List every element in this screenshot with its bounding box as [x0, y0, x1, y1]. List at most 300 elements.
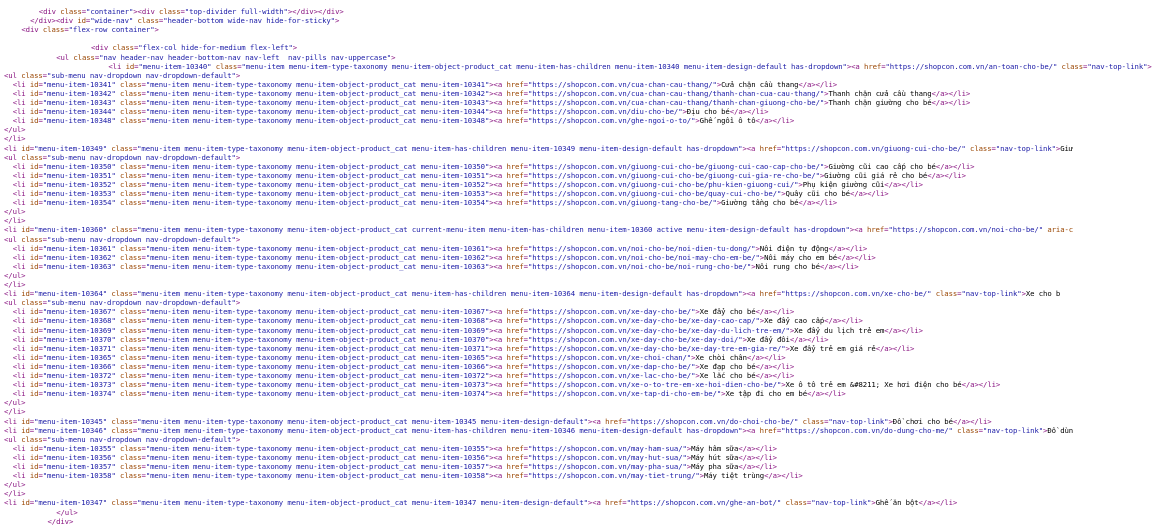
source-token: "menu-item menu-item-type-taxonomy menu-item-object-product_cat menu-item-has-children menu-item-10349 menu-item-design-default has-dropdown" [137, 143, 743, 153]
source-line [13, 444, 777, 453]
source-token: <li [12, 316, 30, 326]
source-token: </a></li> [798, 198, 838, 208]
source-token: href [506, 371, 524, 380]
source-token: <li [12, 198, 30, 208]
source-token: = [806, 498, 812, 508]
source-token: <li [12, 352, 30, 362]
source-token: ><a [587, 498, 606, 508]
source-token: href [506, 316, 524, 326]
source-token: = [38, 352, 43, 362]
source-token: = [141, 325, 146, 335]
source-line [4, 426, 1073, 435]
source-token: id [29, 88, 39, 98]
source-token: id [29, 389, 39, 399]
source-line [13, 244, 867, 253]
source-token: "https://shopcon.com.vn/noi-cho-be/noi-rung-cho-be/" [527, 261, 752, 271]
source-token: = [523, 462, 528, 471]
source-token: "menu-item menu-item-type-taxonomy menu-item-object-product_cat menu-item-10351" [145, 170, 490, 180]
source-token: = [523, 334, 528, 344]
source-token: = [523, 380, 528, 390]
source-line [4, 435, 240, 444]
source-token: = [38, 343, 43, 353]
source-token: = [141, 334, 146, 344]
source-token: class [120, 170, 142, 180]
source-token: class [120, 79, 142, 89]
source-token: id [29, 316, 39, 326]
source-token: = [38, 361, 43, 371]
source-token: "nav-top-link" [995, 143, 1056, 153]
source-token: </a></li> [927, 170, 966, 180]
source-token: "https://shopcon.com.vn/noi-cho-be/noi-may-cho-em-be/" [527, 252, 760, 262]
source-token: "menu-item menu-item-type-taxonomy menu-item-object-product_cat menu-item-10342" [145, 88, 490, 98]
source-token: Quây cũi cho bé [785, 189, 850, 198]
source-token: class [120, 452, 142, 462]
source-token: > [716, 79, 722, 89]
source-token: <li [12, 161, 30, 171]
source-token: id [29, 252, 39, 262]
source-token: = [81, 7, 87, 16]
source-token: "menu-item-10348" [42, 116, 116, 126]
source-token: "https://shopcon.com.vn/an-toan-cho-be/" [885, 61, 1058, 71]
source-token: = [38, 161, 43, 171]
source-token: "menu-item menu-item-type-taxonomy menu-item-object-product_cat menu-item-10374" [145, 389, 490, 399]
source-token: class [120, 107, 142, 117]
source-token: ><div [133, 7, 160, 16]
source-token: href [864, 61, 882, 71]
source-token: = [38, 98, 43, 107]
source-token: href [506, 189, 524, 198]
source-token: href [506, 471, 524, 481]
source-token: href [759, 425, 777, 435]
source-token: </li> [4, 407, 26, 417]
source-token: > [235, 298, 241, 308]
source-token: ><a [489, 471, 507, 481]
source-token: = [141, 389, 146, 399]
source-token: </a></li> [931, 88, 971, 98]
source-token: > [1021, 289, 1026, 299]
source-line [30, 16, 339, 25]
source-token: "menu-item-10371" [42, 343, 116, 353]
source-token: "https://shopcon.com.vn/noi-cho-be/noi-dien-tu-dong/" [527, 243, 756, 253]
source-token: = [38, 252, 43, 262]
source-token: "menu-item menu-item-type-taxonomy menu-item-object-product_cat menu-item-10345 menu-item-design-default" [137, 416, 588, 426]
source-token: href [506, 389, 524, 399]
source-token: Xe đẩy trẻ em giá rẻ [789, 343, 876, 353]
source-token: class [120, 116, 142, 126]
source-token: <li [12, 380, 30, 390]
source-token: ></div></div> [287, 7, 344, 16]
source-token: id [29, 116, 39, 126]
source-token: = [1083, 61, 1088, 71]
source-token: = [622, 416, 627, 426]
source-token: "https://shopcon.com.vn/giuong-cui-cho-be/phu-kien-giuong-cui/" [527, 179, 799, 189]
source-token: ><a [489, 443, 507, 453]
source-token: class [111, 498, 133, 508]
source-token: <li [12, 252, 30, 262]
source-token: <li [108, 61, 126, 71]
source-token: = [141, 243, 146, 253]
source-token: </ul> [4, 398, 26, 408]
source-token: </a></li> [755, 116, 795, 126]
source-token: = [94, 52, 100, 62]
source-token: "wide-nav" [90, 16, 134, 26]
source-token: "menu-item menu-item-type-taxonomy menu-item-object-product_cat menu-item-10343" [145, 98, 490, 107]
source-token: "menu-item-10352" [42, 179, 116, 189]
source-token: Xe cho b [1025, 289, 1061, 299]
source-token: class [120, 243, 142, 253]
source-token: href [506, 107, 524, 117]
source-token: = [132, 416, 138, 426]
source-token: > [686, 462, 692, 471]
source-token: "https://shopcon.com.vn/xe-dap-cho-be/" [527, 361, 696, 371]
source-token: class [802, 416, 825, 426]
source-token: <li [12, 361, 30, 371]
source-token: </li> [4, 280, 26, 289]
source-token: = [133, 43, 139, 53]
source-token: = [38, 389, 43, 399]
source-line [13, 471, 803, 480]
source-token: class [21, 234, 43, 244]
source-token: "menu-item menu-item-type-taxonomy menu-item-object-product_cat menu-item-10367" [145, 307, 490, 317]
source-token: > [235, 70, 241, 80]
source-token: <li [12, 189, 30, 198]
source-token: ><a [742, 143, 760, 153]
source-token: = [158, 16, 164, 26]
source-token: "https://shopcon.com.vn/do-choi-cho-be/" [626, 416, 799, 426]
source-token: Xe tập đi cho em bé [725, 389, 808, 399]
source-token: = [776, 289, 782, 299]
source-token: "menu-item menu-item-type-taxonomy menu-item-object-product_cat menu-item-10358" [145, 471, 490, 481]
source-token: = [38, 307, 43, 317]
source-token: Đồ dùn [1047, 425, 1074, 435]
source-token: class [111, 289, 133, 299]
source-line [13, 180, 923, 189]
source-token: "https://shopcon.com.vn/giuong-tang-cho-be/" [527, 198, 717, 208]
source-line [13, 371, 794, 380]
source-token: class [785, 498, 807, 508]
source-token: "https://shopcon.com.vn/may-hut-sua/" [527, 452, 687, 462]
source-token: Giư [1060, 143, 1074, 153]
source-token: = [38, 189, 43, 198]
source-token: <ul [4, 152, 22, 162]
source-token: id [29, 79, 39, 89]
source-token: <div [38, 7, 61, 16]
source-token: <li [4, 416, 22, 426]
source-token: "menu-item-10341" [42, 79, 116, 89]
source-token: </a></li> [819, 261, 859, 271]
source-token: class [120, 443, 142, 453]
source-line [4, 280, 25, 289]
source-line [13, 462, 777, 471]
source-token: = [141, 161, 146, 171]
source-token: Xe đẩy du lịch trẻ em [794, 325, 885, 335]
source-token: Máy hâm sữa [691, 443, 739, 453]
source-token: > [888, 416, 893, 426]
source-token: </a></li> [935, 161, 975, 171]
source-token: = [132, 143, 138, 153]
source-token: "menu-item menu-item-type-taxonomy menu-item-object-product_cat menu-item-10344" [145, 107, 490, 117]
source-token: class [120, 316, 142, 326]
source-token: <li [12, 443, 30, 453]
source-token: class [120, 261, 142, 271]
source-token: = [38, 179, 43, 189]
source-token: "https://shopcon.com.vn/may-ham-sua/" [527, 443, 687, 453]
source-token: "menu-item menu-item-type-taxonomy menu-item-object-product_cat menu-item-10356" [145, 452, 490, 462]
source-token: = [38, 170, 43, 180]
source-token: "https://shopcon.com.vn/giuong-cui-cho-be/quay-cui-cho-be/" [527, 189, 782, 198]
source-token: <li [12, 371, 30, 380]
source-token: </a></li> [807, 389, 846, 399]
source-token: href [506, 307, 524, 317]
source-line [13, 116, 794, 125]
source-token: </a></li> [755, 361, 795, 371]
source-token: ><a [489, 161, 507, 171]
source-token: = [42, 70, 47, 80]
source-line [56, 508, 77, 517]
source-token: "https://shopcon.com.vn/xe-lac-cho-be/" [527, 371, 696, 380]
source-token: class [21, 298, 43, 308]
source-token: = [523, 88, 528, 98]
source-token: = [132, 289, 138, 299]
source-token: Thanh chặn giường cho bé [828, 98, 932, 107]
source-token: = [523, 361, 528, 371]
source-token: class [120, 98, 142, 107]
source-token: id [29, 243, 39, 253]
source-token: = [776, 425, 782, 435]
source-token: <li [12, 116, 30, 126]
source-token: = [29, 225, 35, 235]
source-line [4, 235, 240, 244]
source-token: id [21, 289, 30, 299]
source-token: id [21, 225, 30, 235]
source-token: > [699, 471, 704, 481]
source-token: = [180, 7, 185, 16]
source-token: </a></li> [746, 352, 786, 362]
source-token: class [21, 434, 43, 444]
source-token: > [691, 352, 696, 362]
source-token: = [141, 98, 146, 107]
source-token: > [824, 161, 829, 171]
source-token: <ul [4, 434, 22, 444]
source-token: > [334, 16, 340, 26]
source-token: "menu-item menu-item-type-taxonomy menu-item-object-product_cat menu-item-10371" [145, 343, 490, 353]
source-token: > [721, 389, 726, 399]
source-token: </a></li> [884, 179, 923, 189]
source-token: "menu-item menu-item-type-taxonomy menu-item-object-product_cat menu-item-10350" [145, 161, 490, 171]
source-token: = [29, 425, 35, 435]
source-token: class [42, 25, 65, 35]
source-token: id [29, 325, 39, 335]
source-token: Thanh chặn cửa cầu thang [828, 88, 932, 98]
source-token: = [824, 416, 829, 426]
source-token: "https://shopcon.com.vn/giuong-cui-cho-be/giuong-cui-cao-cap-cho-be/" [527, 161, 825, 171]
source-token: id [29, 98, 39, 107]
source-token: = [523, 161, 528, 171]
source-token: "menu-item-10374" [42, 389, 116, 399]
source-token: ><a [489, 170, 507, 180]
source-token: <li [12, 325, 30, 335]
source-token: = [141, 88, 146, 98]
source-token: id [29, 170, 39, 180]
source-line [13, 453, 777, 462]
source-token: ><a [489, 307, 507, 317]
source-token: class [60, 7, 82, 16]
source-token: "menu-item-10358" [42, 471, 116, 481]
source-token: <ul [4, 298, 22, 308]
source-token: href [759, 289, 777, 299]
source-token: <ul [56, 52, 74, 62]
source-token: "sub-menu nav-dropdown nav-dropdown-default" [46, 234, 236, 244]
source-token: ><a [742, 289, 760, 299]
source-token: </a></li> [884, 325, 923, 335]
source-token: ><a [489, 380, 507, 390]
source-token: <li [12, 98, 30, 107]
source-token: "top-divider full-width" [184, 7, 288, 16]
source-line [13, 262, 859, 271]
source-token: id [21, 416, 30, 426]
source-token: = [29, 498, 35, 508]
source-token: id [125, 61, 135, 71]
source-line [13, 326, 923, 335]
source-token: </a></li> [798, 79, 838, 89]
source-line [4, 71, 240, 80]
source-token: id [29, 179, 39, 189]
source-token: id [29, 307, 39, 317]
source-token: "https://shopcon.com.vn/giuong-cui-cho-be/" [781, 143, 966, 153]
source-token: class [120, 88, 142, 98]
source-token: "container" [86, 7, 134, 16]
source-token: = [42, 298, 47, 308]
source-token: "menu-item-10362" [42, 252, 116, 262]
source-token: id [29, 462, 39, 471]
source-token: = [64, 25, 69, 35]
source-token: class [120, 179, 142, 189]
source-line [4, 271, 25, 280]
source-token: > [742, 334, 747, 344]
source-token: = [523, 316, 528, 326]
source-line [13, 389, 846, 398]
source-token: > [1043, 425, 1048, 435]
source-token: "https://shopcon.com.vn/xe-day-cho-be/xe-day-tre-em-gia-re/" [527, 343, 786, 353]
source-token: "menu-item menu-item-type-taxonomy menu-item-object-product_cat menu-item-10370" [145, 334, 490, 344]
source-token: = [523, 371, 528, 380]
source-token: <li [12, 471, 30, 481]
source-token: ><a [489, 252, 507, 262]
source-token: > [686, 443, 692, 453]
source-token: ><a [489, 116, 507, 126]
source-token: href [506, 170, 524, 180]
source-token: <li [4, 498, 22, 508]
source-token: Nôi rung cho bé [755, 261, 820, 271]
source-token: = [523, 189, 528, 198]
source-token: class [159, 7, 181, 16]
source-token: > [824, 98, 829, 107]
source-token: = [523, 389, 528, 399]
source-token: <div [91, 43, 113, 53]
source-token: class [120, 462, 142, 471]
source-token: "https://shopcon.com.vn/cua-chan-cau-thang/thanh-chan-cua-cau-thang/" [527, 88, 825, 98]
source-token: Địu cho bé [686, 107, 730, 117]
source-line [4, 153, 240, 162]
source-token: ><a [742, 425, 760, 435]
source-token: "menu-item menu-item-type-taxonomy menu-item-object-product_cat menu-item-10366" [145, 361, 490, 371]
source-token: </a></li> [738, 443, 777, 453]
source-token: id [29, 443, 39, 453]
source-token: "menu-item menu-item-type-taxonomy menu-item-object-product_cat menu-item-has-children menu-item-10346 menu-item-design-default has-dropdown" [137, 425, 743, 435]
source-token: "https://shopcon.com.vn/may-pha-sua/" [527, 462, 687, 471]
source-token: href [506, 261, 524, 271]
source-token: > [824, 88, 829, 98]
source-token: = [29, 289, 35, 299]
source-token: = [38, 462, 43, 471]
source-token: Xe đẩy đôi [746, 334, 790, 344]
source-token: href [506, 116, 524, 126]
source-line [13, 189, 889, 198]
source-token: > [235, 434, 241, 444]
source-token: "nav header-nav header-bottom-nav nav-left nav-pills nav-uppercase" [99, 52, 392, 62]
source-token: <li [12, 343, 30, 353]
source-token: = [141, 462, 146, 471]
source-token: ><a [489, 352, 507, 362]
source-line [13, 98, 970, 107]
source-token: id [29, 107, 39, 117]
source-token: = [141, 361, 146, 371]
source-token: "menu-item menu-item-type-taxonomy menu-item-object-product_cat menu-item-10362" [145, 252, 490, 262]
source-token: = [141, 343, 146, 353]
source-token: <li [12, 243, 30, 253]
source-token: > [682, 107, 687, 117]
source-token: = [38, 371, 43, 380]
source-line [4, 398, 25, 407]
source-token: ><a [489, 462, 507, 471]
source-token: "menu-item-10342" [42, 88, 116, 98]
source-token: > [1147, 61, 1152, 71]
source-token: id [29, 361, 39, 371]
source-token: class [120, 307, 142, 317]
source-token: </ul> [4, 480, 26, 490]
source-token: "sub-menu nav-dropdown nav-dropdown-default" [46, 70, 236, 80]
source-token: </a></li> [738, 452, 777, 462]
source-token: Xe đẩy cho bé [699, 307, 756, 317]
source-token: = [523, 343, 528, 353]
source-token: "menu-item menu-item-type-taxonomy menu-item-object-product_cat menu-item-10354" [145, 198, 490, 208]
source-token: <ul [4, 70, 22, 80]
source-line [91, 43, 297, 52]
source-token: = [523, 116, 528, 126]
source-line [4, 125, 25, 134]
source-line [4, 480, 25, 489]
source-token: "sub-menu nav-dropdown nav-dropdown-default" [46, 152, 236, 162]
source-token: = [38, 116, 43, 126]
source-token: "menu-item menu-item-type-taxonomy menu-item-object-product_cat menu-item-10373" [145, 380, 490, 390]
source-token: class [111, 416, 133, 426]
source-token: > [235, 234, 241, 244]
source-token: ><a [489, 452, 507, 462]
source-line [13, 307, 794, 316]
source-token: = [237, 61, 242, 71]
source-token: = [523, 198, 528, 208]
source-token: "menu-item-10355" [42, 443, 116, 453]
source-token: class [111, 425, 133, 435]
source-token: ><a [489, 189, 507, 198]
source-token: Đồ chơi cho bé [892, 416, 953, 426]
source-token: id [29, 161, 39, 171]
source-token: "sub-menu nav-dropdown nav-dropdown-default" [46, 434, 236, 444]
source-token: "menu-item menu-item-type-taxonomy menu-item-object-product_cat menu-item-10365" [145, 352, 490, 362]
source-token: class [957, 425, 979, 435]
source-token: "flex-row container" [68, 25, 155, 35]
source-token: "menu-item-10349" [34, 143, 108, 153]
